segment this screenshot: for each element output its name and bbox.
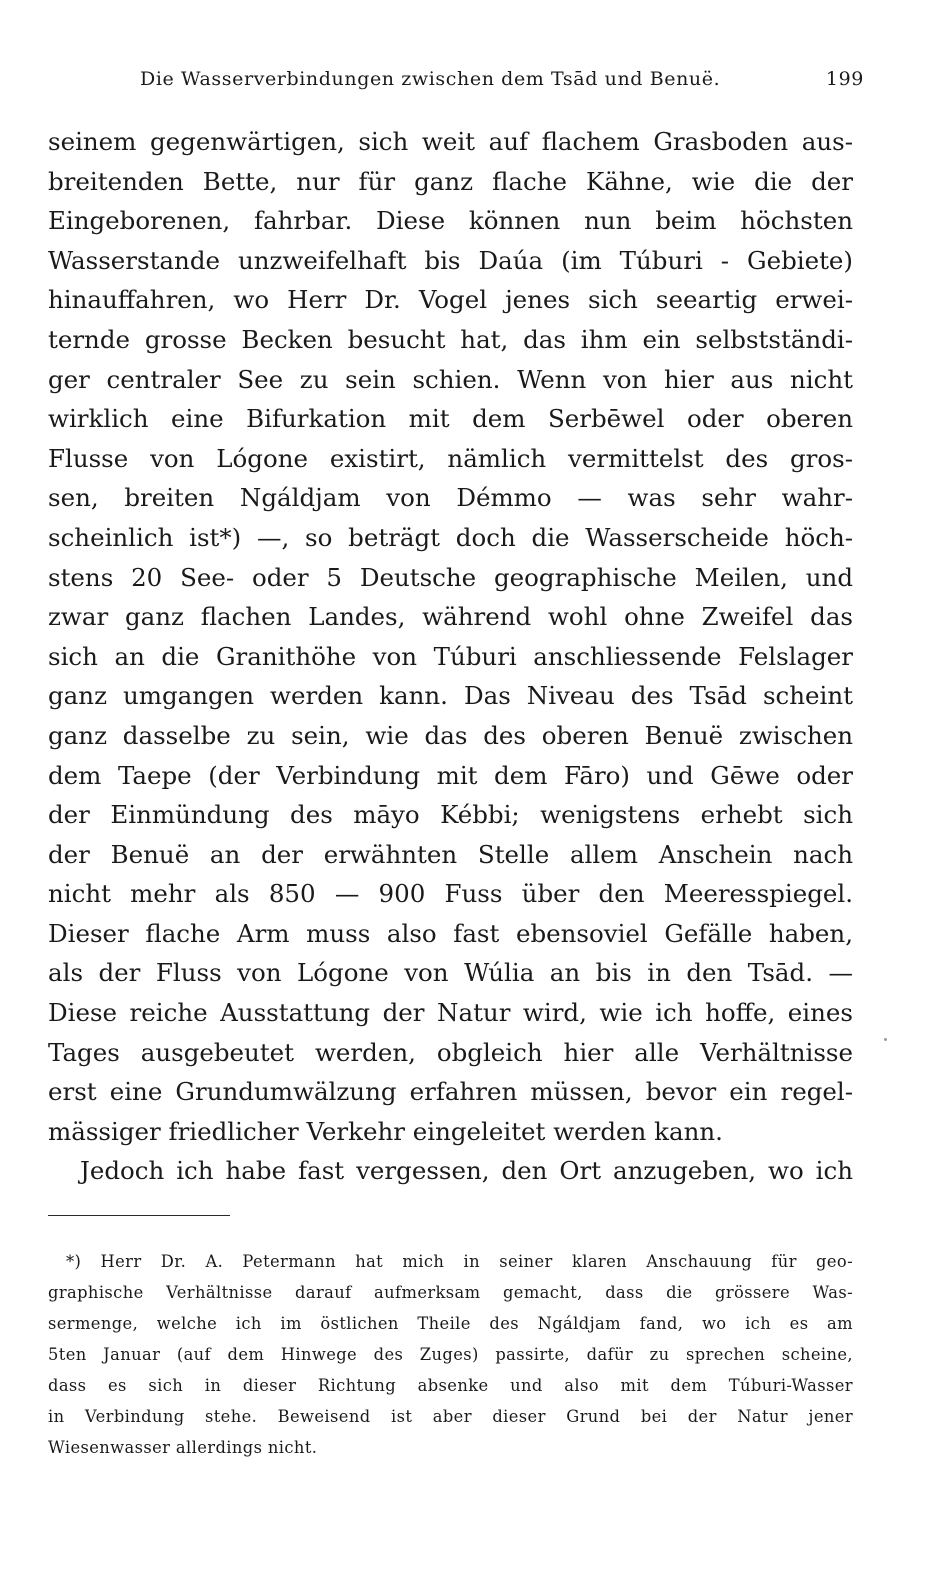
text-line: scheinlich ist*) —, so beträgt doch die Wasserscheide höch- — [48, 522, 853, 552]
text-line: ganz dasselbe zu sein, wie das des oberen Benuë zwischen — [48, 720, 853, 750]
footnote — [48, 1246, 853, 1463]
margin-speck — [884, 1038, 887, 1041]
running-header — [140, 68, 864, 98]
text-line: hinauffahren, wo Herr Dr. Vogel jenes sich seeartig erwei- — [48, 285, 853, 315]
text-line: sich an die Granithöhe von Túburi anschliessende Felslager — [48, 641, 853, 671]
text-line: Flusse von Lógone existirt, nämlich vermittelst des gros- — [48, 443, 853, 473]
text-line: dem Taepe (der Verbindung mit dem Fāro) und Gēwe oder — [48, 760, 853, 790]
text-line: Dieser flache Arm muss also fast ebensoviel Gefälle haben, — [48, 918, 853, 948]
text-line: Diese reiche Ausstattung der Natur wird, wie ich hoffe, eines — [48, 998, 853, 1028]
footnote-line: Wiesenwasser allerdings nicht. — [48, 1438, 318, 1457]
text-line: zwar ganz flachen Landes, während wohl ohne Zweifel das — [48, 602, 853, 632]
footnote-line: graphische Verhältnisse darauf aufmerksam gemacht, dass die grössere Was- — [48, 1283, 853, 1302]
footnote-line: in Verbindung stehe. Beweisend ist aber dieser Grund bei der Natur jener — [48, 1407, 853, 1426]
footnote-line: 5ten Januar (auf dem Hinwege des Zuges) passirte, dafür zu sprechen scheine, — [48, 1345, 853, 1364]
footnote-rule — [48, 1215, 230, 1216]
text-line: der Benuë an der erwähnten Stelle allem Anschein nach — [48, 839, 853, 869]
text-line: breitenden Bette, nur für ganz flache Kähne, wie die der — [48, 166, 853, 196]
text-line: als der Fluss von Lógone von Wúlia an bis in den Tsād. — — [48, 958, 853, 988]
footnote-line: sermenge, welche ich im östlichen Theile des Ngáldjam fand, wo ich es am — [48, 1314, 853, 1333]
paragraph-end-line: mässiger friedlicher Verkehr eingeleitet werden kann. — [48, 1116, 723, 1146]
paragraph-start-line: Jedoch ich habe fast vergessen, den Ort anzugeben, wo ich — [80, 1156, 853, 1186]
text-line: Wasserstande unzweifelhaft bis Daúa (im Túburi - Gebiete) — [48, 245, 853, 275]
footnote-line: *) Herr Dr. A. Petermann hat mich in seiner klaren Anschauung für geo- — [66, 1252, 853, 1271]
text-line: ger centraler See zu sein schien. Wenn von hier aus nicht — [48, 364, 853, 394]
text-line: sen, breiten Ngáldjam von Démmo — was sehr wahr- — [48, 483, 853, 513]
text-line: Eingeborenen, fahrbar. Diese können nun beim höchsten — [48, 206, 853, 236]
page-number: 199 — [825, 68, 864, 90]
text-line: seinem gegenwärtigen, sich weit auf flachem Grasboden aus- — [48, 127, 853, 156]
text-line: ganz umgangen werden kann. Das Niveau des Tsād scheint — [48, 681, 853, 711]
text-line: wirklich eine Bifurkation mit dem Serbēwel oder oberen — [48, 404, 853, 434]
body-text — [48, 122, 853, 1191]
footnote-line: dass es sich in dieser Richtung absenke und also mit dem Túburi-Wasser — [48, 1376, 853, 1395]
text-line: Tages ausgebeutet werden, obgleich hier alle Verhältnisse — [48, 1037, 853, 1067]
text-line: stens 20 See- oder 5 Deutsche geographische Meilen, und — [48, 562, 853, 592]
text-line: nicht mehr als 850 — 900 Fuss über den Meeresspiegel. — [48, 879, 853, 909]
text-line: der Einmündung des māyo Kébbi; wenigstens erhebt sich — [48, 800, 853, 830]
text-line: ternde grosse Becken besucht hat, das ihm ein selbstständi- — [48, 324, 853, 354]
text-line: erst eine Grundumwälzung erfahren müssen, bevor ein regel- — [48, 1077, 853, 1107]
running-title: Die Wasserverbindungen zwischen dem Tsād und Benuë. — [140, 68, 721, 90]
